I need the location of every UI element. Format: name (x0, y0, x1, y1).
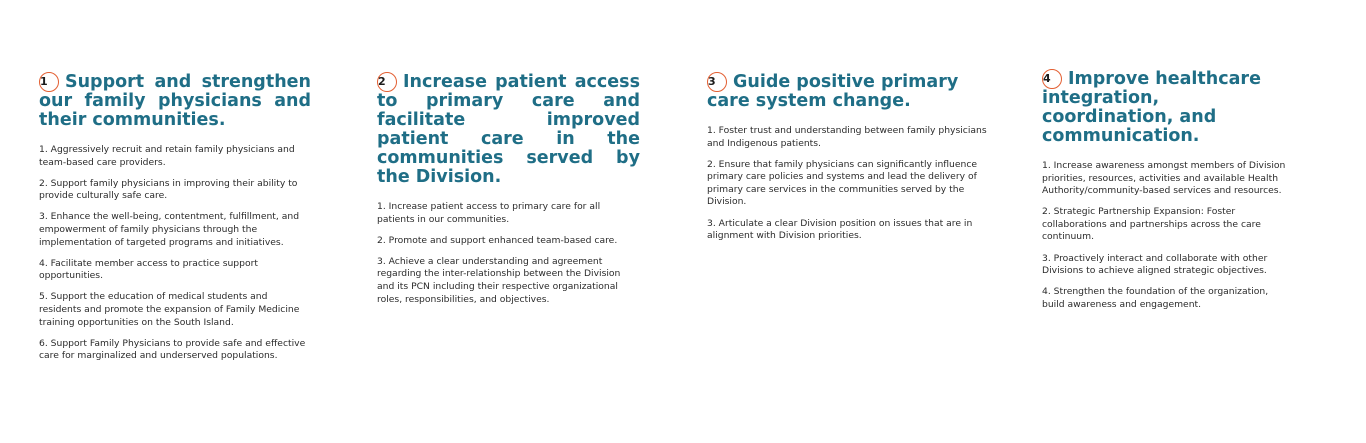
list-item: 2. Strategic Partnership Expansion: Foster collaborations and partnerships across the care continuum. (1042, 206, 1261, 243)
list-item: 3. Articulate a clear Division position on issues that are in alignment with Division priorities. (707, 217, 973, 242)
goal-column-4 (1042, 69, 1290, 320)
goal-title-3: 3 Guide positive primary care system change. (707, 72, 959, 111)
goal-column-2 (377, 72, 640, 315)
goal-list-3 (707, 125, 990, 243)
goal-list-4 (1042, 160, 1290, 311)
list-item: 4. Facilitate member access to practice support opportunities. (39, 257, 258, 282)
list-item: 3. Proactively interact and collaborate with other Divisions to achieve aligned strategic objectives. (1042, 252, 1268, 277)
goal-list-2 (377, 201, 640, 306)
goal-column-1 (39, 72, 311, 371)
list-item: 3. Enhance the well-being, contentment, fulfillment, and empowerment of family physicians through the implementation of targeted programs and initiatives. (39, 211, 300, 248)
list-item: 5. Support the education of medical students and residents and promote the expansion of Family Medicine training opportunities on the South Island. (39, 291, 300, 328)
goal-title-1: 1 Support and strengthen our family physicians and their communities. (39, 72, 311, 130)
list-item: 2. Ensure that family physicians can significantly influence primary care policies and systems and lead the delivery of primary care services in the communities served by the Division. (707, 158, 978, 208)
goal-list-1 (39, 144, 311, 363)
number-badge-2: 2 (377, 72, 397, 92)
number-badge-4: 4 (1042, 69, 1062, 89)
goal-title-2: 2 Increase patient access to primary care and facilitate improved patient care in the communities served by the Division. (377, 72, 640, 187)
list-item: 1. Increase patient access to primary care for all patients in our communities. (377, 201, 601, 225)
list-item: 6. Support Family Physicians to provide safe and effective care for marginalized and underserved populations. (39, 337, 306, 362)
list-item: 3. Achieve a clear understanding and agreement regarding the inter-relationship between the Division and its PCN including their respective organizational roles, responsibilities, and objectives. (377, 255, 621, 305)
list-item: 1. Foster trust and understanding between family physicians and Indigenous patients. (707, 125, 987, 149)
list-item: 2. Support family physicians in improving their ability to provide culturally safe care. (39, 177, 298, 202)
list-item: 2. Promote and support enhanced team-based care. (377, 234, 618, 246)
number-badge-3: 3 (707, 72, 727, 92)
list-item: 1. Aggressively recruit and retain family physicians and team-based care providers. (39, 144, 295, 168)
number-badge-1: 1 (39, 72, 59, 92)
list-item: 4. Strengthen the foundation of the organization, build awareness and engagement. (1042, 286, 1269, 310)
goal-title-4: 4 Improve healthcare integration, coordination, and communication. (1042, 69, 1261, 146)
list-item: 1. Increase awareness amongst members of Division priorities, resources, activities and available Health Authority/community-based services and resources. (1042, 160, 1286, 197)
goal-column-3 (707, 72, 990, 251)
